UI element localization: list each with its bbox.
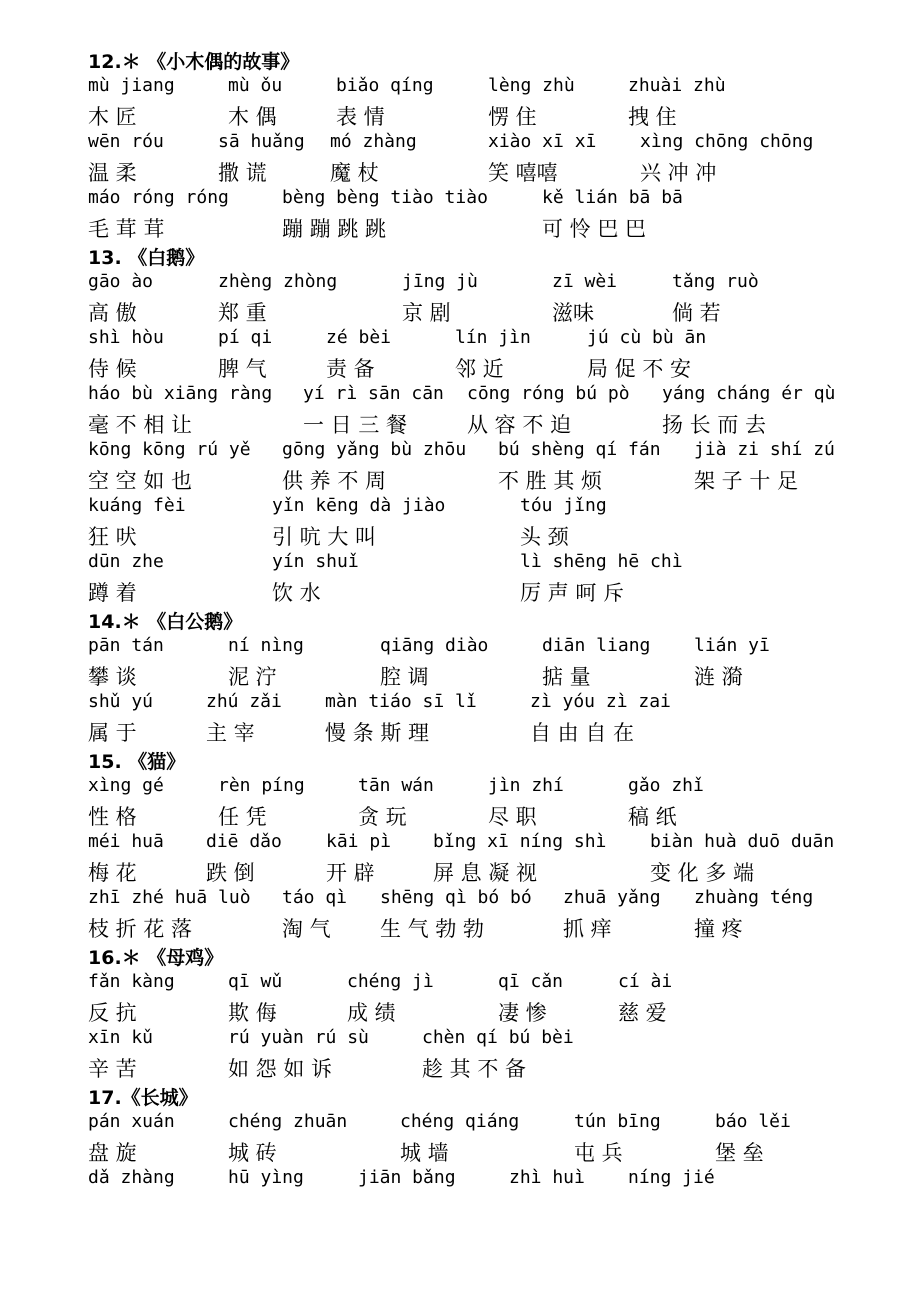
hanzi-row — [0, 521, 920, 549]
pinyin-row — [0, 1109, 920, 1137]
hanzi-row — [0, 1053, 920, 1081]
pinyin-row — [0, 381, 920, 409]
pinyin-word: yǐn kēng dà jiào — [272, 495, 446, 516]
hanzi-word: 抓 痒 — [563, 917, 612, 941]
pinyin-word: diān liang — [542, 635, 651, 656]
hanzi-word: 属 于 — [88, 721, 137, 745]
pinyin-row — [0, 689, 920, 717]
hanzi-row — [0, 157, 920, 185]
hanzi-word: 蹲 着 — [88, 581, 137, 605]
pinyin-word: wēn róu — [88, 131, 164, 152]
hanzi-word: 局 促 不 安 — [587, 357, 692, 381]
hanzi-word: 撞 疼 — [694, 917, 743, 941]
hanzi-row — [0, 801, 920, 829]
pinyin-word: zhèng zhòng — [218, 271, 338, 292]
pinyin-word: jìn zhí — [488, 775, 564, 796]
hanzi-word: 涟 漪 — [694, 665, 743, 689]
pinyin-word: xìng gé — [88, 775, 164, 796]
pinyin-word: jīng jù — [402, 271, 478, 292]
hanzi-row — [0, 857, 920, 885]
pinyin-row — [0, 829, 920, 857]
pinyin-word: gǎo zhǐ — [628, 775, 704, 796]
hanzi-word: 魔 杖 — [330, 161, 379, 185]
hanzi-word: 枝 折 花 落 — [88, 917, 193, 941]
hanzi-word: 性 格 — [88, 805, 137, 829]
pinyin-word: zhuài zhù — [628, 75, 726, 96]
pinyin-word: yí rì sān cān — [303, 383, 444, 404]
pinyin-word: lián yī — [694, 635, 770, 656]
pinyin-word: lín jìn — [455, 327, 531, 348]
hanzi-word: 辛 苦 — [88, 1057, 137, 1081]
hanzi-word: 脾 气 — [218, 357, 267, 381]
hanzi-word: 屯 兵 — [574, 1141, 623, 1165]
pinyin-word: zhī zhé huā luò — [88, 887, 251, 908]
pinyin-word: táo qì — [282, 887, 348, 908]
hanzi-word: 成 绩 — [347, 1001, 396, 1025]
pinyin-word: lèng zhù — [488, 75, 575, 96]
hanzi-word: 一 日 三 餐 — [303, 413, 408, 437]
pinyin-word: zhuàng téng — [694, 887, 814, 908]
lesson-heading-row — [0, 941, 920, 969]
hanzi-word: 扬 长 而 去 — [662, 413, 767, 437]
hanzi-word: 反 抗 — [88, 1001, 137, 1025]
pinyin-word: tún bīng — [574, 1111, 661, 1132]
pinyin-word: dǎ zhàng — [88, 1167, 175, 1188]
pinyin-word: méi huā — [88, 831, 164, 852]
hanzi-word: 开 辟 — [326, 861, 375, 885]
pinyin-word: diē dǎo — [206, 831, 282, 852]
pinyin-word: chéng qiáng — [400, 1111, 520, 1132]
pinyin-word: dūn zhe — [88, 551, 164, 572]
pinyin-word: xīn kǔ — [88, 1027, 154, 1048]
lesson-heading-row — [0, 605, 920, 633]
pinyin-word: sā huǎng — [218, 131, 305, 152]
hanzi-word: 泥 泞 — [228, 665, 277, 689]
pinyin-word: bú shèng qí fán — [498, 439, 661, 460]
hanzi-word: 屏 息 凝 视 — [433, 861, 538, 885]
lesson-heading-row — [0, 1081, 920, 1109]
pinyin-word: qī wǔ — [228, 971, 283, 992]
pinyin-word: zhuā yǎng — [563, 887, 661, 908]
hanzi-word: 主 宰 — [206, 721, 255, 745]
pinyin-word: mù jiang — [88, 75, 175, 96]
pinyin-word: biàn huà duō duān — [650, 831, 835, 852]
hanzi-word: 攀 谈 — [88, 665, 137, 689]
hanzi-word: 淘 气 — [282, 917, 331, 941]
hanzi-word: 头 颈 — [520, 525, 569, 549]
pinyin-word: zī wèi — [552, 271, 618, 292]
hanzi-word: 笑 嘻嘻 — [488, 161, 558, 185]
hanzi-word: 滋味 — [552, 301, 594, 325]
pinyin-word: tóu jǐng — [520, 495, 607, 516]
lesson-heading: 16.＊ 《母鸡》 — [88, 947, 224, 969]
pinyin-row — [0, 549, 920, 577]
lesson-heading: 17.《长城》 — [88, 1087, 198, 1109]
hanzi-word: 厉 声 呵 斥 — [520, 581, 625, 605]
pinyin-row — [0, 1165, 920, 1193]
hanzi-word: 掂 量 — [542, 665, 591, 689]
pinyin-word: bǐng xī níng shì — [433, 831, 607, 852]
hanzi-word: 自 由 自 在 — [530, 721, 635, 745]
hanzi-row — [0, 577, 920, 605]
pinyin-word: cí ài — [618, 971, 673, 992]
hanzi-word: 不 胜 其 烦 — [498, 469, 603, 493]
pinyin-row — [0, 325, 920, 353]
lesson-heading: 15. 《猫》 — [88, 751, 186, 773]
hanzi-word: 狂 吠 — [88, 525, 137, 549]
pinyin-row — [0, 773, 920, 801]
pinyin-word: háo bù xiāng ràng — [88, 383, 273, 404]
hanzi-word: 毫 不 相 让 — [88, 413, 193, 437]
pinyin-word: rú yuàn rú sù — [228, 1027, 369, 1048]
hanzi-word: 可 怜 巴 巴 — [542, 217, 647, 241]
pinyin-word: kuáng fèi — [88, 495, 186, 516]
hanzi-row — [0, 717, 920, 745]
hanzi-word: 趁 其 不 备 — [422, 1057, 527, 1081]
pinyin-row — [0, 633, 920, 661]
hanzi-row — [0, 297, 920, 325]
lesson-heading-row — [0, 45, 920, 73]
pinyin-row — [0, 185, 920, 213]
hanzi-word: 引 吭 大 叫 — [272, 525, 377, 549]
pinyin-word: kě lián bā bā — [542, 187, 683, 208]
pinyin-row — [0, 493, 920, 521]
pinyin-word: pí qi — [218, 327, 273, 348]
hanzi-word: 生 气 勃 勃 — [380, 917, 485, 941]
hanzi-word: 从 容 不 迫 — [467, 413, 572, 437]
lesson-heading-row — [0, 241, 920, 269]
hanzi-word: 木 偶 — [228, 105, 277, 129]
hanzi-word: 高 傲 — [88, 301, 137, 325]
hanzi-word: 兴 冲 冲 — [640, 161, 717, 185]
hanzi-row — [0, 353, 920, 381]
pinyin-word: pān tán — [88, 635, 164, 656]
pinyin-word: qī cǎn — [498, 971, 564, 992]
pinyin-word: mù ǒu — [228, 75, 283, 96]
hanzi-word: 凄 惨 — [498, 1001, 547, 1025]
hanzi-word: 城 墙 — [400, 1141, 449, 1165]
hanzi-word: 撒 谎 — [218, 161, 267, 185]
hanzi-word: 责 备 — [326, 357, 375, 381]
pinyin-word: hū yìng — [228, 1167, 304, 1188]
pinyin-word: rèn píng — [218, 775, 305, 796]
pinyin-row — [0, 885, 920, 913]
pinyin-word: zhì huì — [509, 1167, 585, 1188]
pinyin-row — [0, 1025, 920, 1053]
pinyin-word: xìng chōng chōng — [640, 131, 814, 152]
pinyin-word: chéng zhuān — [228, 1111, 348, 1132]
pinyin-word: zé bèi — [326, 327, 392, 348]
hanzi-word: 尽 职 — [488, 805, 537, 829]
hanzi-word: 堡 垒 — [715, 1141, 764, 1165]
pinyin-word: zhú zǎi — [206, 691, 282, 712]
pinyin-row — [0, 437, 920, 465]
pinyin-word: jiān bǎng — [358, 1167, 456, 1188]
hanzi-word: 饮 水 — [272, 581, 321, 605]
hanzi-word: 倘 若 — [672, 301, 721, 325]
lesson-heading-row — [0, 745, 920, 773]
pinyin-word: lì shēng hē chì — [520, 551, 683, 572]
pinyin-word: chéng jì — [347, 971, 434, 992]
pinyin-word: ní nìng — [228, 635, 304, 656]
pinyin-word: kāi pì — [326, 831, 392, 852]
hanzi-word: 盘 旋 — [88, 1141, 137, 1165]
pinyin-word: gāo ào — [88, 271, 154, 292]
pinyin-word: fǎn kàng — [88, 971, 175, 992]
hanzi-word: 任 凭 — [218, 805, 267, 829]
hanzi-word: 跌 倒 — [206, 861, 255, 885]
hanzi-word: 拽 住 — [628, 105, 677, 129]
hanzi-row — [0, 661, 920, 689]
pinyin-word: xiào xī xī — [488, 131, 597, 152]
hanzi-row — [0, 997, 920, 1025]
hanzi-row — [0, 409, 920, 437]
hanzi-word: 邻 近 — [455, 357, 504, 381]
hanzi-word: 腔 调 — [380, 665, 429, 689]
pinyin-word: chèn qí bú bèi — [422, 1027, 574, 1048]
pinyin-row — [0, 969, 920, 997]
pinyin-word: pán xuán — [88, 1111, 175, 1132]
hanzi-word: 郑 重 — [218, 301, 267, 325]
hanzi-word: 愣 住 — [488, 105, 537, 129]
pinyin-word: biǎo qíng — [336, 75, 434, 96]
pinyin-word: shǔ yú — [88, 691, 154, 712]
pinyin-word: shēng qì bó bó — [380, 887, 532, 908]
hanzi-word: 梅 花 — [88, 861, 137, 885]
pinyin-row — [0, 269, 920, 297]
pinyin-word: jià zi shí zú — [694, 439, 835, 460]
pinyin-word: qiāng diào — [380, 635, 489, 656]
pinyin-word: kōng kōng rú yě — [88, 439, 251, 460]
hanzi-word: 慈 爱 — [618, 1001, 667, 1025]
hanzi-word: 蹦 蹦 跳 跳 — [282, 217, 387, 241]
pinyin-word: jú cù bù ān — [587, 327, 707, 348]
pinyin-row — [0, 73, 920, 101]
pinyin-word: gōng yǎng bù zhōu — [282, 439, 467, 460]
hanzi-word: 变 化 多 端 — [650, 861, 755, 885]
hanzi-word: 如 怨 如 诉 — [228, 1057, 333, 1081]
hanzi-word: 空 空 如 也 — [88, 469, 193, 493]
hanzi-word: 侍 候 — [88, 357, 137, 381]
lesson-heading: 12.＊ 《小木偶的故事》 — [88, 51, 300, 73]
hanzi-word: 欺 侮 — [228, 1001, 277, 1025]
pinyin-word: màn tiáo sī lǐ — [325, 691, 477, 712]
hanzi-word: 木 匠 — [88, 105, 137, 129]
hanzi-word: 慢 条 斯 理 — [325, 721, 430, 745]
pinyin-word: zì yóu zì zai — [530, 691, 671, 712]
hanzi-word: 供 养 不 周 — [282, 469, 387, 493]
hanzi-row — [0, 213, 920, 241]
hanzi-row — [0, 465, 920, 493]
hanzi-word: 温 柔 — [88, 161, 137, 185]
hanzi-word: 架 子 十 足 — [694, 469, 799, 493]
hanzi-word: 毛 茸 茸 — [88, 217, 165, 241]
hanzi-row — [0, 1137, 920, 1165]
hanzi-word: 城 砖 — [228, 1141, 277, 1165]
pinyin-word: mó zhàng — [330, 131, 417, 152]
pinyin-word: tān wán — [358, 775, 434, 796]
lesson-heading: 13. 《白鹅》 — [88, 247, 205, 269]
pinyin-word: shì hòu — [88, 327, 164, 348]
pinyin-word: yín shuǐ — [272, 551, 359, 572]
pinyin-word: cōng róng bú pò — [467, 383, 630, 404]
hanzi-word: 贪 玩 — [358, 805, 407, 829]
hanzi-row — [0, 913, 920, 941]
pinyin-word: níng jié — [628, 1167, 715, 1188]
pinyin-word: báo lěi — [715, 1111, 791, 1132]
pinyin-row — [0, 129, 920, 157]
hanzi-word: 稿 纸 — [628, 805, 677, 829]
pinyin-word: bèng bèng tiào tiào — [282, 187, 488, 208]
pinyin-word: tǎng ruò — [672, 271, 759, 292]
hanzi-row — [0, 101, 920, 129]
pinyin-word: máo róng róng — [88, 187, 229, 208]
pinyin-word: yáng cháng ér qù — [662, 383, 836, 404]
lesson-heading: 14.＊ 《白公鹅》 — [88, 611, 243, 633]
hanzi-word: 表 情 — [336, 105, 385, 129]
hanzi-word: 京 剧 — [402, 301, 451, 325]
